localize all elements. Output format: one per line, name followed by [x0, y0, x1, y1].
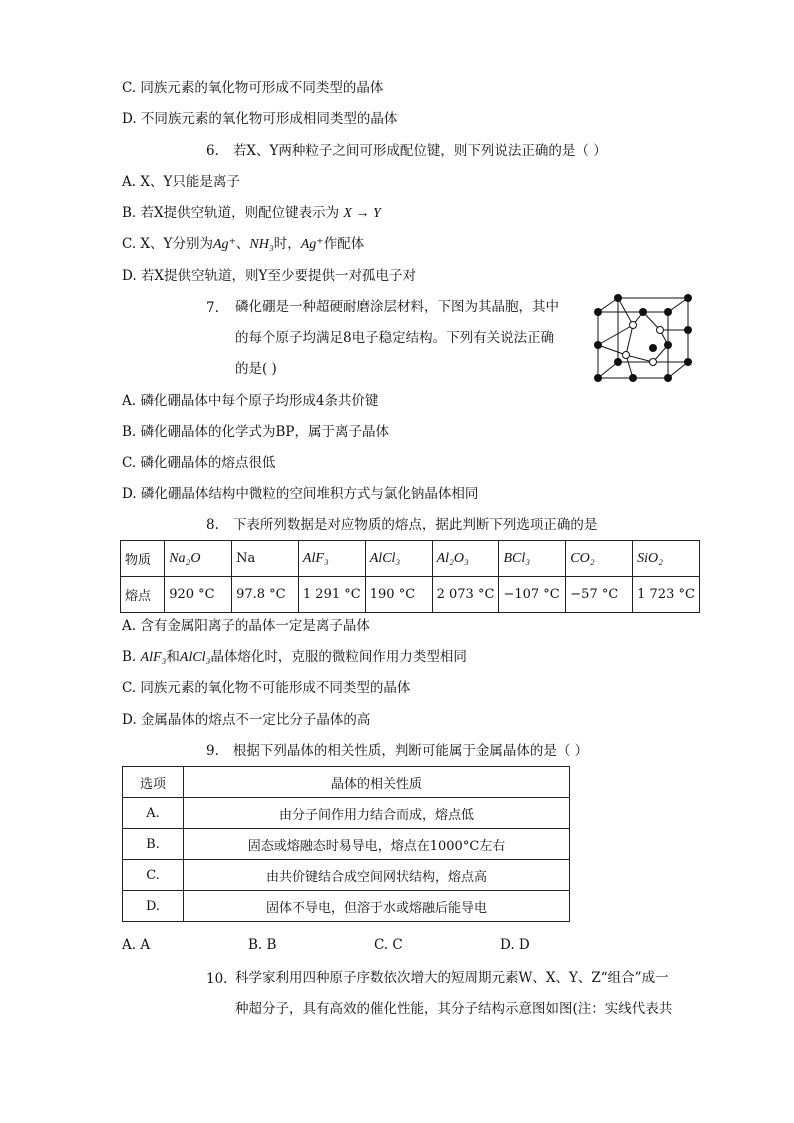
option-cell: A. [123, 798, 184, 829]
table-row [123, 829, 570, 860]
row-label-substance: 物质 [121, 541, 165, 577]
table-row [123, 860, 570, 891]
header-option: 选项 [123, 767, 184, 798]
melting-point-cell: 97.8 °C [232, 577, 299, 613]
substance-cell: Na₂O [165, 541, 232, 577]
property-cell: 由共价键结合成空间网状结构，熔点高 [184, 860, 570, 891]
q8-option-a: A. 含有金属阳离子的晶体一定是离子晶体 [122, 618, 370, 634]
table-row-substance [121, 541, 700, 577]
q9-choice-c: C. C [374, 937, 403, 953]
header-property: 晶体的相关性质 [184, 767, 570, 798]
q9-stem-text: 根据下列晶体的相关性质，判断可能属于金属晶体的是（ ） [232, 743, 589, 759]
q7-option-d: D. 磷化硼晶体结构中微粒的空间堆积方式与氯化钠晶体相同 [122, 486, 479, 502]
option-cell: B. [123, 829, 184, 860]
q6-option-c-nh3: NH₃ [249, 237, 274, 252]
q6-option-d: D. 若X提供空轨道，则Y至少要提供一对孤电子对 [122, 268, 416, 284]
q6-option-c-ag: Ag⁺ [212, 237, 236, 252]
table-row [123, 798, 570, 829]
q7-stem-line3: 的是( ) [235, 361, 277, 377]
option-cell: D. [123, 891, 184, 922]
q9-stem [206, 741, 588, 761]
q6-stem [206, 141, 607, 161]
q5-option-d: D. 不同族元素的氧化物可形成相同类型的晶体 [122, 111, 398, 127]
melting-point-cell: 1 723 °C [633, 577, 700, 613]
option-cell: C. [123, 860, 184, 891]
q6-option-c-ag2: Ag⁺ [300, 237, 324, 252]
q8-number: 8. [206, 517, 219, 533]
q8-option-b [122, 647, 467, 668]
q5-option-c: C. 同族元素的氧化物可形成不同类型的晶体 [122, 80, 384, 96]
q6-option-c-sep: 、 [235, 236, 250, 252]
melting-point-cell: 2 073 °C [432, 577, 499, 613]
q8-stem-text: 下表所列数据是对应物质的熔点，据此判断下列选项正确的是 [232, 517, 598, 533]
q7-option-a: A. 磷化硼晶体中每个原子均形成4条共价键 [122, 393, 379, 409]
substance-cell: AlF₃ [298, 541, 365, 577]
property-cell: 由分子间作用力结合而成，熔点低 [184, 798, 570, 829]
q6-option-c-mid: 时， [273, 236, 301, 252]
q8-option-b-alf3: AlF₃ [140, 650, 167, 665]
q9-choice-d: D. D [500, 937, 530, 953]
substance-cell: SiO₂ [633, 541, 700, 577]
table-header-row [123, 767, 570, 798]
table-row-melting [121, 577, 700, 613]
q6-option-c-post: 作配体 [323, 236, 365, 252]
crystal-property-table [122, 766, 570, 922]
q6-option-a: A. X、Y只能是离子 [122, 174, 240, 190]
q7-stem-line2: 的每个原子均满足8电子稳定结构。下列有关说法正确 [235, 330, 555, 346]
q9-choice-a: A. A [122, 937, 151, 953]
melting-point-cell: 1 291 °C [298, 577, 365, 613]
table-row [123, 891, 570, 922]
q8-stem [206, 515, 597, 535]
melting-point-cell: −57 °C [566, 577, 633, 613]
q6-option-b-text: B. 若X提供空轨道，则配位键表示为 [122, 205, 340, 221]
q8-option-b-mid: 和 [166, 649, 180, 665]
q10-line2: 种超分子，具有高效的催化性能，其分子结构示意图如图(注：实线代表共 [235, 1001, 673, 1017]
q6-number: 6. [206, 143, 219, 159]
melting-point-cell: 190 °C [365, 577, 432, 613]
q6-option-c [122, 234, 364, 255]
property-cell: 固体不导电，但溶于水或熔融后能导电 [184, 891, 570, 922]
q6-stem-text: 若X、Y两种粒子之间可形成配位键，则下列说法正确的是（ ） [232, 143, 607, 159]
substance-cell: BCl₃ [499, 541, 566, 577]
q7-option-c: C. 磷化硼晶体的熔点很低 [122, 455, 276, 471]
q8-option-c: C. 同族元素的氧化物不可能形成不同类型的晶体 [122, 680, 411, 696]
q7-stem-line1: 磷化硼是一种超硬耐磨涂层材料，下图为其晶胞，其中 [235, 299, 559, 315]
q9-number: 9. [206, 743, 219, 759]
q8-option-b-alcl3: AlCl₃ [179, 650, 211, 665]
q6-option-b-math: X → Y [343, 206, 381, 221]
melting-point-cell: −107 °C [499, 577, 566, 613]
q8-option-b-post: 晶体熔化时，克服的微粒间作用力类型相同 [210, 649, 467, 665]
row-label-melting: 熔点 [121, 577, 165, 613]
q8-option-d: D. 金属晶体的熔点不一定比分子晶体的高 [122, 712, 371, 728]
q10-line1: 科学家利用四种原子序数依次增大的短周期元素W、X、Y、Z“组合”成一 [235, 970, 669, 986]
substance-cell: CO₂ [566, 541, 633, 577]
substance-cell: AlCl₃ [365, 541, 432, 577]
melting-point-table [120, 540, 700, 613]
property-cell: 固态或熔融态时易导电，熔点在1000°C左右 [184, 829, 570, 860]
crystal-cell-diagram [588, 290, 698, 390]
substance-cell: Na [232, 541, 299, 577]
melting-point-cell: 920 °C [165, 577, 232, 613]
q10-number: 10. [206, 971, 228, 987]
q9-choice-b: B. B [248, 937, 277, 953]
q8-option-b-pre: B. [122, 649, 137, 665]
q7-number: 7. [206, 300, 219, 316]
q6-option-b [122, 203, 381, 224]
substance-cell: Al₂O₃ [432, 541, 499, 577]
q7-option-b: B. 磷化硼晶体的化学式为BP，属于离子晶体 [122, 424, 390, 440]
q6-option-c-pre: C. X、Y分别为 [122, 236, 213, 252]
